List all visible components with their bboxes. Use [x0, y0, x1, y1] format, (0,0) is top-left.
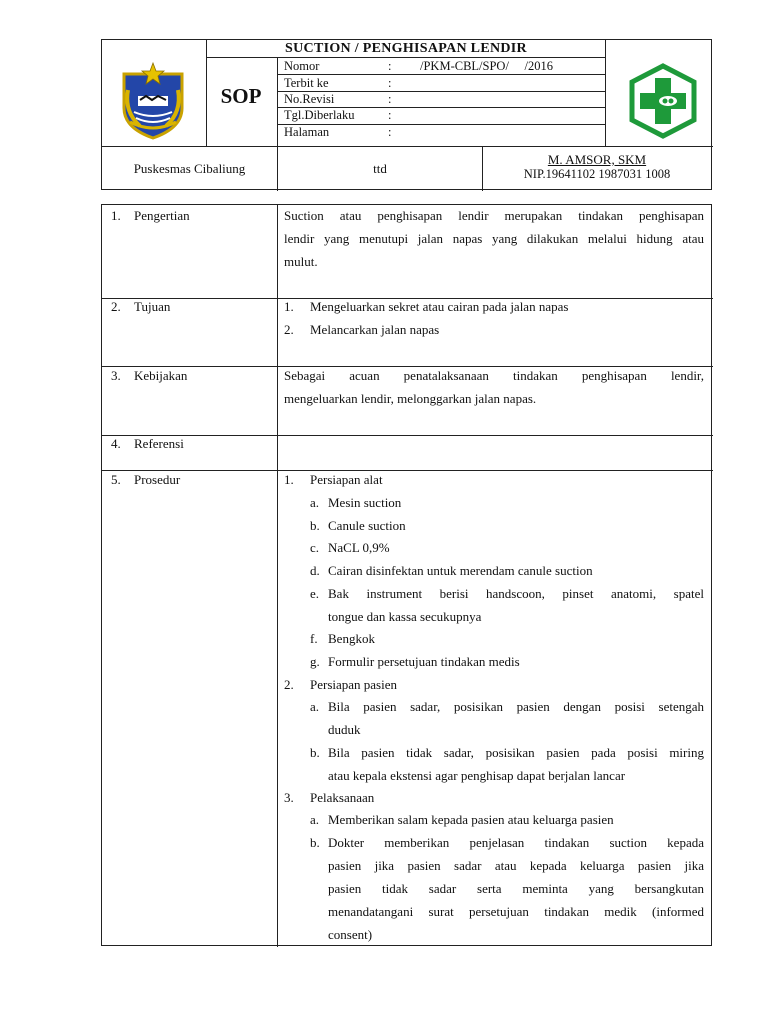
text-line: mengeluarkan lendir, melonggarkan jalan napas.	[284, 391, 537, 406]
section-title: Tujuan	[134, 299, 171, 314]
item-text: Melancarkan jalan napas	[310, 322, 440, 337]
puskesmas-logo	[624, 62, 702, 140]
substep-letter: e.	[310, 586, 320, 601]
meta-row-revisi	[284, 92, 420, 107]
meta-separator: :	[388, 125, 392, 139]
section-number: 3.	[111, 368, 121, 383]
meta-row-nomor	[284, 59, 553, 74]
substep-letter: c.	[310, 540, 320, 555]
sop-header-table	[101, 39, 712, 190]
substep-text: Bak instrument berisi handscoon, pinset anatomi, spatel	[328, 586, 704, 601]
substep-text: NaCL 0,9%	[328, 540, 390, 555]
signature-placeholder: ttd	[373, 160, 387, 176]
text-line: mulut.	[284, 254, 318, 269]
meta-row-terbit	[284, 76, 420, 91]
section-title: Pengertian	[134, 208, 190, 223]
text-line: lendir yang menutupi jalan napas yang dilakukan melalui hidung atau	[284, 231, 704, 246]
meta-separator: :	[388, 76, 392, 90]
section-label-tujuan	[111, 299, 170, 315]
substep-letter: b.	[310, 835, 320, 850]
section-title: Referensi	[134, 436, 184, 451]
meta-label: Halaman	[284, 125, 330, 139]
item-number: 2.	[284, 322, 294, 337]
meta-label: Terbit ke	[284, 76, 329, 90]
section-number: 5.	[111, 472, 121, 487]
section-number: 4.	[111, 436, 121, 451]
signer-name: M. AMSOR, SKM	[547, 152, 647, 167]
substep-letter: g.	[310, 654, 320, 669]
section-label-pengertian	[111, 208, 190, 224]
meta-separator: :	[388, 108, 392, 122]
substep-text: consent)	[328, 927, 373, 942]
section-number: 1.	[111, 208, 121, 223]
substep-letter: a.	[310, 812, 320, 827]
meta-label: No.Revisi	[284, 92, 335, 106]
regency-emblem-logo	[116, 60, 190, 140]
meta-row-diberlaku	[284, 108, 420, 123]
step-number: 1.	[284, 472, 294, 487]
substep-text: Bila pasien tidak sadar, posisikan pasien pada posisi miring	[328, 745, 704, 760]
signer-block	[482, 152, 712, 182]
substep-text: tongue dan kassa secukupnya	[328, 609, 482, 624]
section-number: 2.	[111, 299, 121, 314]
step-number: 3.	[284, 790, 294, 805]
substep-text: duduk	[328, 722, 361, 737]
text-line: Suction atau penghisapan lendir merupakan tindakan penghisapan	[284, 208, 704, 223]
organization-name: Puskesmas Cibaliung	[133, 160, 246, 176]
meta-separator: :	[388, 92, 392, 106]
step-title: Persiapan pasien	[310, 677, 398, 692]
substep-text: Formulir persetujuan tindakan medis	[328, 654, 520, 669]
step-title: Persiapan alat	[310, 472, 383, 487]
meta-label: Nomor	[284, 59, 320, 73]
substep-text: menandatangani surat persetujuan tindakan medik (informed	[328, 904, 704, 919]
sop-content-table	[101, 204, 712, 946]
item-number: 1.	[284, 299, 294, 314]
sop-label: SOP	[220, 84, 262, 108]
substep-text: Memberikan salam kepada pasien atau keluarga pasien	[328, 812, 614, 827]
section-label-referensi	[111, 436, 184, 452]
meta-label: Tgl.Diberlaku	[284, 108, 355, 122]
substep-text: Canule suction	[328, 518, 406, 533]
signer-nip: NIP.19641102 1987031 1008	[523, 167, 671, 181]
substep-text: pasien jika pasien sadar atau kepada keluarga pasien jika	[328, 858, 704, 873]
section-label-kebijakan	[111, 368, 187, 384]
substep-text: Dokter memberikan penjelasan tindakan suction kepada	[328, 835, 704, 850]
document-title: SUCTION / PENGHISAPAN LENDIR	[285, 41, 527, 56]
meta-separator: :	[388, 59, 392, 73]
section-label-prosedur	[111, 472, 180, 488]
substep-text: Cairan disinfektan untuk merendam canule suction	[328, 563, 593, 578]
substep-text: Mesin suction	[328, 495, 402, 510]
section-title: Prosedur	[134, 472, 181, 487]
substep-letter: b.	[310, 518, 320, 533]
pengertian-text	[284, 204, 704, 273]
section-title: Kebijakan	[134, 368, 188, 383]
substep-letter: a.	[310, 495, 320, 510]
step-title: Pelaksanaan	[310, 790, 375, 805]
substep-letter: d.	[310, 563, 320, 578]
substep-letter: a.	[310, 699, 320, 714]
substep-letter: b.	[310, 745, 320, 760]
substep-text: atau kepala ekstensi agar penghisap dapat berjalan lancar	[328, 768, 626, 783]
item-text: Mengeluarkan sekret atau cairan pada jalan napas	[310, 299, 569, 314]
substep-text: Bengkok	[328, 631, 375, 646]
substep-letter: f.	[310, 631, 318, 646]
meta-row-halaman	[284, 125, 420, 140]
meta-value: /PKM-CBL/SPO/ /2016	[420, 59, 554, 73]
substep-text: pasien tidak sadar serta meminta yang bersangkutan	[328, 881, 704, 896]
kebijakan-text	[284, 364, 704, 410]
step-number: 2.	[284, 677, 294, 692]
substep-text: Bila pasien sadar, posisikan pasien dengan posisi setengah	[328, 699, 704, 714]
text-line: Sebagai acuan penatalaksanaan tindakan penghisapan lendir,	[284, 368, 704, 383]
